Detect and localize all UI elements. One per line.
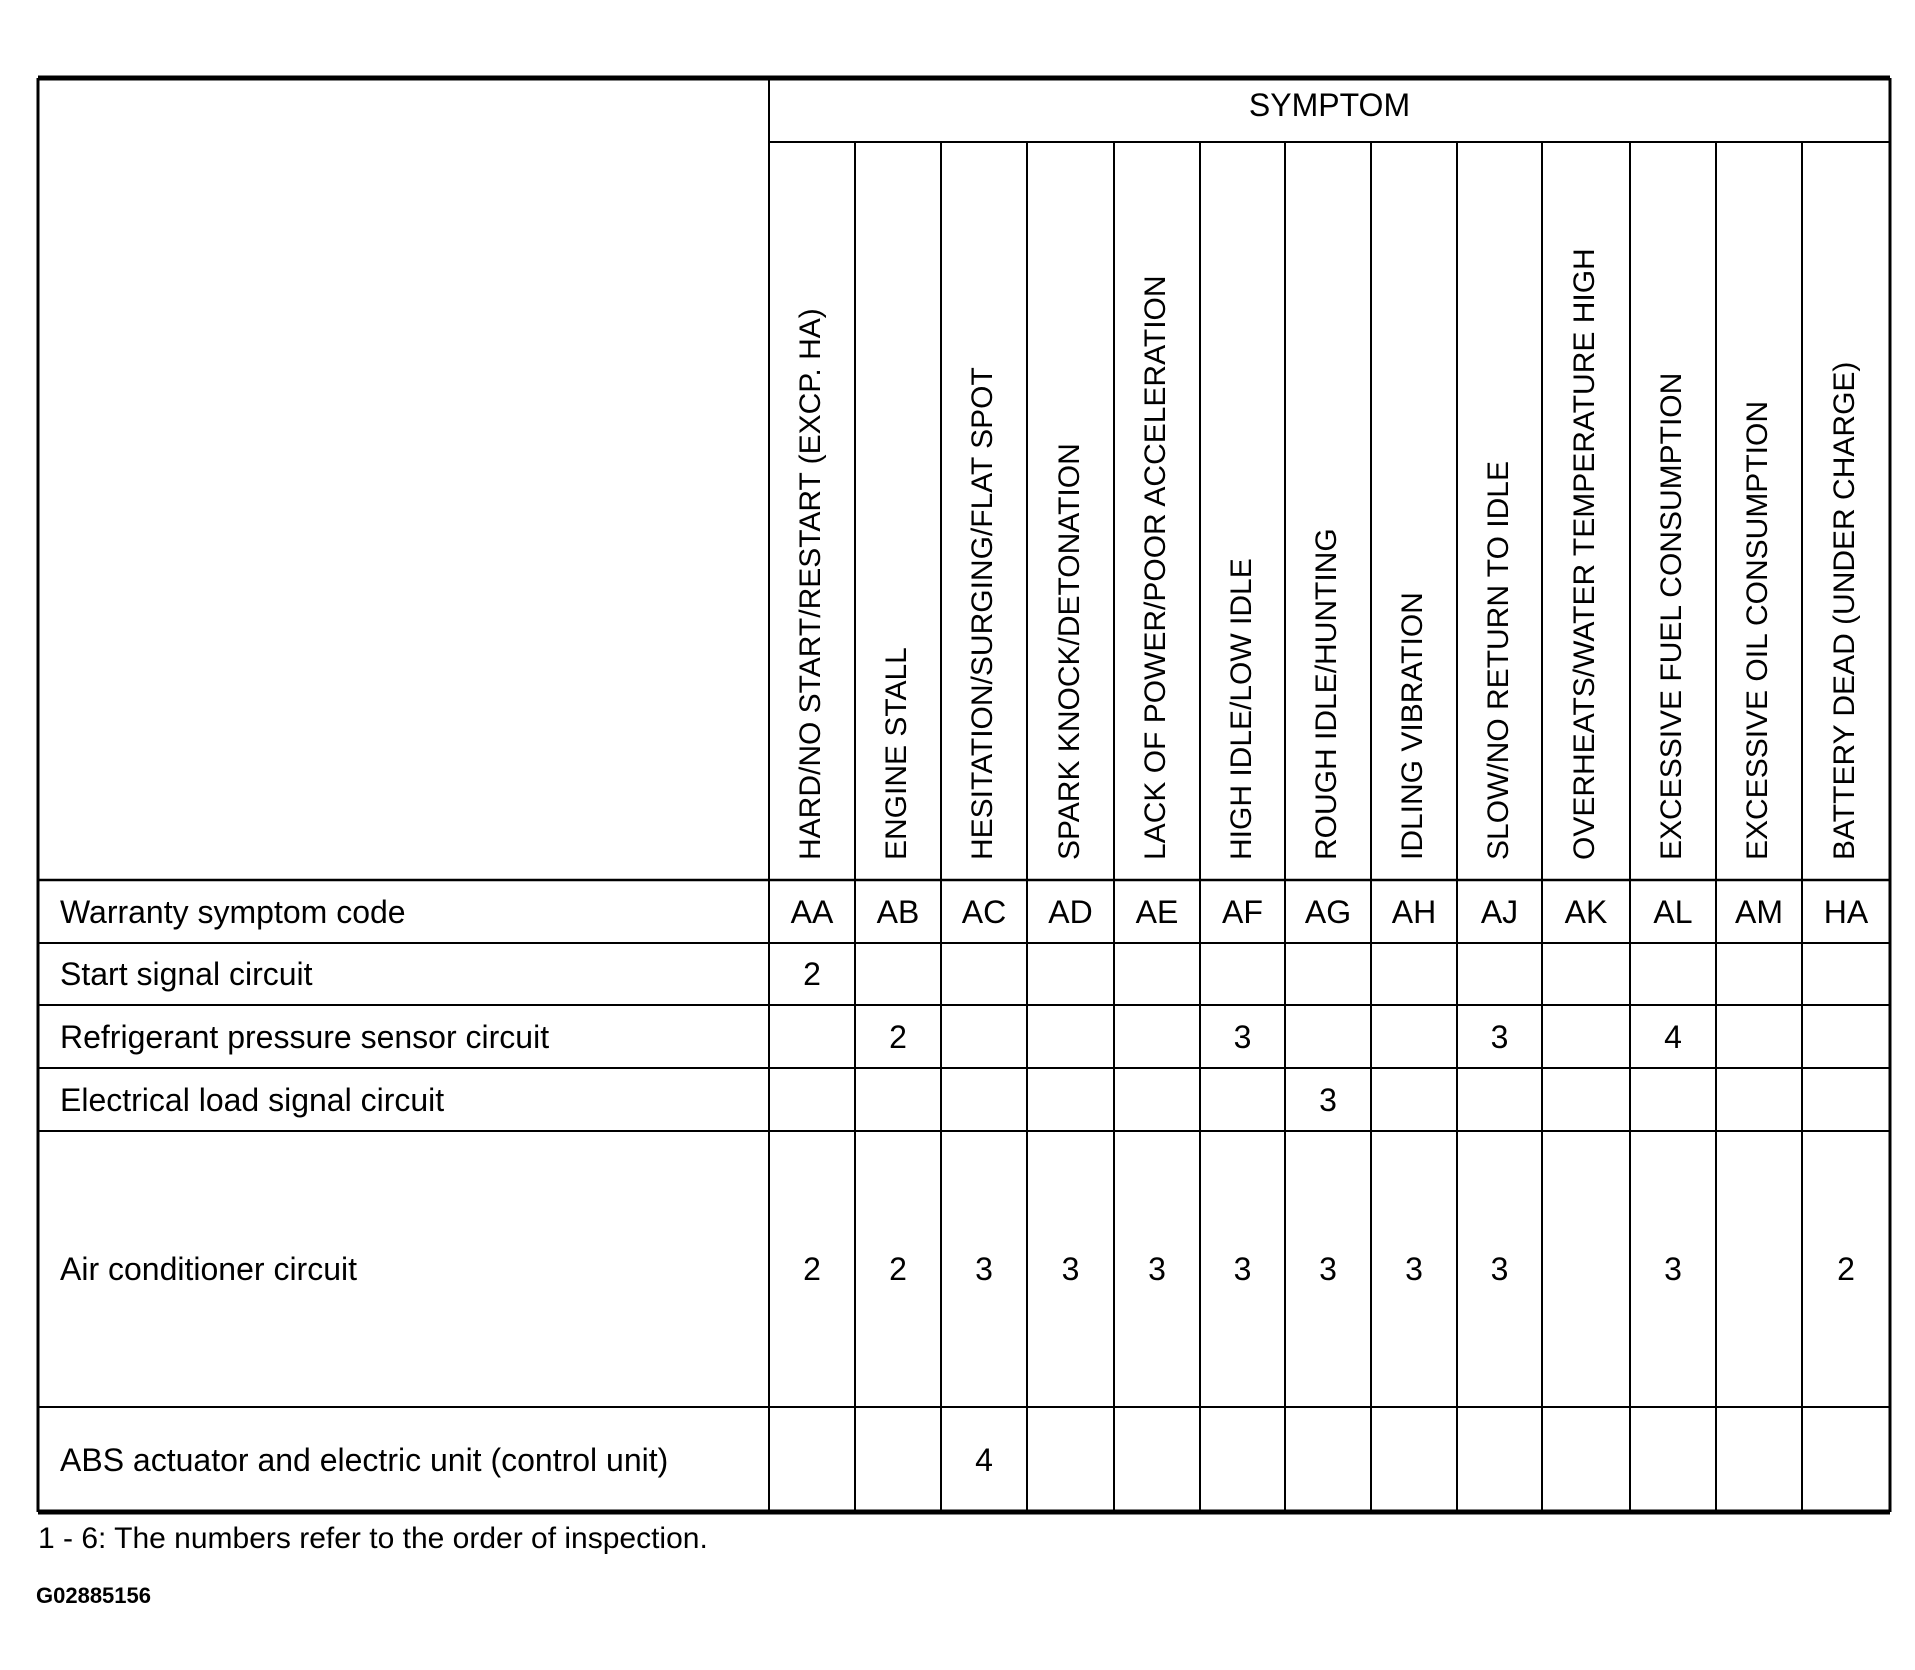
inspection-order-cell: 2: [1837, 1251, 1855, 1287]
symptom-code: AA: [790, 893, 834, 930]
row-label: Air conditioner circuit: [60, 1251, 357, 1287]
inspection-order-cell: 2: [803, 1251, 821, 1287]
symptom-name: LACK OF POWER/POOR ACCELERATION: [1139, 275, 1172, 860]
row-label: ABS actuator and electric unit (control unit): [60, 1441, 669, 1478]
inspection-order-cell: 3: [1148, 1251, 1166, 1287]
inspection-order-cell: 2: [889, 1251, 907, 1287]
symptom-name: IDLING VIBRATION: [1396, 592, 1429, 860]
inspection-order-cell: 3: [975, 1251, 993, 1287]
inspection-order-cell: 3: [1233, 1018, 1252, 1055]
symptom-name: EXCESSIVE FUEL CONSUMPTION: [1655, 372, 1688, 860]
inspection-order-cell: 3: [1319, 1081, 1337, 1118]
row-label: Warranty symptom code: [60, 893, 406, 930]
footnote: 1 - 6: The numbers refer to the order of inspection.: [38, 1522, 708, 1555]
inspection-order-cell: 4: [1664, 1018, 1682, 1055]
symptom-header: SYMPTOM: [1248, 87, 1411, 123]
inspection-order-cell: 3: [1405, 1251, 1423, 1287]
symptom-name: EXCESSIVE OIL CONSUMPTION: [1741, 401, 1774, 860]
inspection-order-cell: 3: [1233, 1251, 1252, 1287]
symptom-code: AL: [1653, 893, 1693, 930]
symptom-code: AM: [1735, 893, 1783, 930]
symptom-code: AF: [1222, 893, 1263, 930]
row-label: Refrigerant pressure sensor circuit: [60, 1018, 550, 1055]
symptom-code: AE: [1135, 893, 1179, 930]
symptom-code: AD: [1048, 893, 1093, 930]
inspection-order-cell: 3: [1490, 1018, 1509, 1055]
symptom-name: ENGINE STALL: [880, 647, 913, 860]
symptom-name: BATTERY DEAD (UNDER CHARGE): [1828, 361, 1861, 860]
symptom-code: AB: [876, 893, 920, 930]
symptom-code: AJ: [1480, 893, 1519, 930]
row-label: Electrical load signal circuit: [60, 1081, 445, 1118]
figure-code: G02885156: [36, 1583, 151, 1608]
symptom-code: HA: [1823, 893, 1869, 930]
symptom-code: AG: [1304, 893, 1352, 930]
symptom-name: ROUGH IDLE/HUNTING: [1310, 528, 1343, 860]
symptom-name: HIGH IDLE/LOW IDLE: [1224, 558, 1258, 860]
symptom-name: HESITATION/SURGING/FLAT SPOT: [966, 367, 999, 860]
symptom-name: SPARK KNOCK/DETONATION: [1052, 443, 1086, 860]
symptom-name: OVERHEATS/WATER TEMPERATURE HIGH: [1568, 248, 1601, 860]
symptom-name: HARD/NO START/RESTART (EXCP. HA): [794, 308, 827, 860]
inspection-order-cell: 3: [1061, 1251, 1080, 1287]
inspection-order-cell: 4: [975, 1441, 993, 1478]
symptom-code: AC: [961, 893, 1007, 930]
row-label: Start signal circuit: [60, 956, 313, 992]
inspection-order-cell: 3: [1319, 1251, 1337, 1287]
inspection-order-cell: 3: [1664, 1251, 1682, 1287]
symptom-code: AH: [1391, 893, 1437, 930]
inspection-order-cell: 2: [803, 956, 821, 992]
symptom-code: AK: [1564, 893, 1608, 930]
inspection-order-cell: 3: [1490, 1251, 1509, 1287]
inspection-order-cell: 2: [889, 1018, 907, 1055]
symptom-name: SLOW/NO RETURN TO IDLE: [1481, 461, 1515, 860]
